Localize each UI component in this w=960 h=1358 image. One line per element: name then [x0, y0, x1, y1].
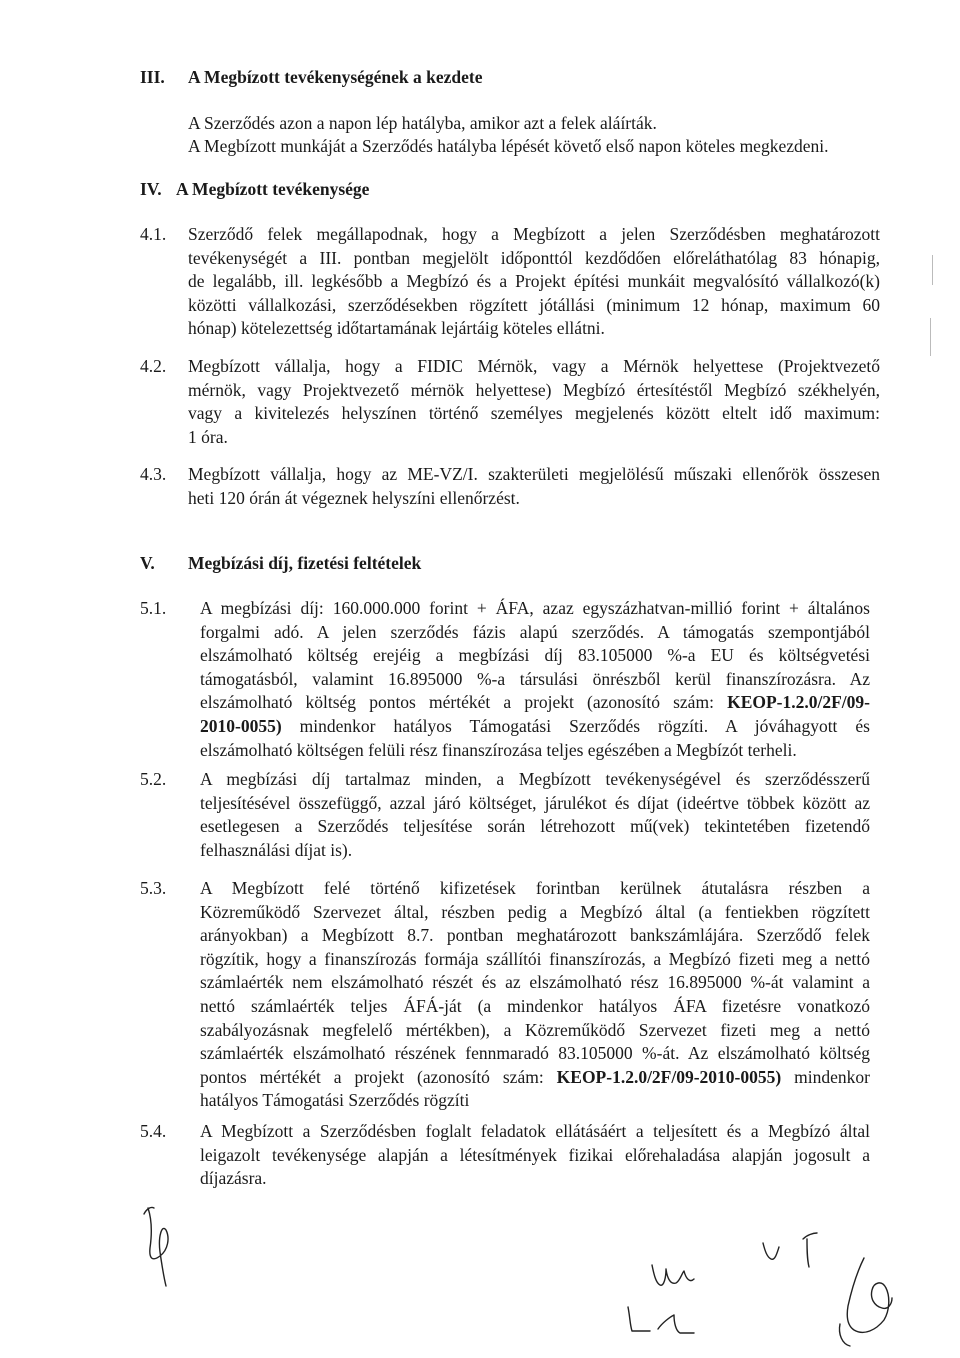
item-5-3-line: [200, 1066, 870, 1090]
item-5-3-line: hatályos Támogatási Szerződés rögzíti: [200, 1090, 470, 1111]
section-3-line-2: A Megbízott munkáját a Szerződés hatályba lépését követő első napon köteles megkezdeni.: [188, 136, 829, 156]
item-5-3-line: arányokban) a Megbízott 8.7. pontban meghatározott bankszámlájára. Szerződő felek: [200, 925, 870, 946]
section-3-number: III.: [140, 67, 165, 87]
item-5-1-line: [200, 691, 870, 715]
item-5-1-line: [200, 715, 870, 739]
item-5-3-line: Közreműködő Szervezet által, részben pedig a Megbízó által (a fentiekben rögzített: [200, 901, 870, 922]
item-4-2-line: mérnök, vagy Projektvezető mérnök helyettese) Megbízó értesítéstől Megbízó székhelyén,: [188, 379, 880, 400]
item-5-2-line: A megbízási díj tartalmaz minden, a Megbízott tevékenységével és szerződésszerű: [200, 769, 870, 789]
item-5-1-line: támogatásból, valamint 16.895000 %-a társulási önrészből kerül finanszírozásra. Az: [200, 668, 870, 689]
project-id: KEOP-1.2.0/2F/09-2010-0055): [556, 1066, 782, 1087]
item-5-3-line: A Megbízott felé történő kifizetések forintban kerülnek átutalásra részben a: [200, 878, 870, 898]
initials-signature-left: [130, 1200, 200, 1290]
item-4-1-line: Szerződő felek megállapodnak, hogy a Megbízott a jelen Szerződésben meghatározott: [188, 224, 880, 244]
item-4-2-line: 1 óra.: [188, 426, 228, 447]
item-5-3-line: számlaérték elszámolható részének fennmaradó 83.105000 %-át. Az elszámolható költség: [200, 1043, 870, 1064]
item-5-3-line-text: mindenkor: [781, 1066, 870, 1087]
item-5-2-number: 5.2.: [140, 769, 167, 789]
item-4-1-line: tevékenységét a III. pontban megjelölt időponttól kezdődően előreláthatólag 83 hónapig,: [188, 247, 880, 268]
item-4-2-text: [188, 355, 880, 449]
item-5-3-line: rögzítik, hogy a finanszírozás formája szállítói finanszírozás, a Megbízó fizeti meg a nettó: [200, 948, 870, 969]
item-5-3-number: 5.3.: [140, 878, 167, 898]
initials-signature-right: [755, 1225, 835, 1285]
item-5-2-line: esetlegesen a Szerződés teljesítése során létrehozott mű(vek) tekintetében fizetendő: [200, 816, 870, 837]
project-id-part-1: KEOP-1.2.0/2F/09-: [727, 692, 870, 713]
section-5-number: V.: [140, 553, 155, 573]
item-5-1-line: elszámolható költség erejéig a megbízási díj 83.105000 %-a EU és költségvetési: [200, 645, 870, 666]
item-5-1-line-text: elszámolható költség pontos mértékét a projekt (azonosító szám:: [200, 692, 728, 713]
item-4-1-line: közötti vállalkozási, szerződésekben rögzített jótállási (minimum 12 hónap, maximum 60: [188, 294, 880, 315]
section-3-title: A Megbízott tevékenységének a kezdete: [188, 67, 483, 87]
item-4-3-line: Megbízott vállalja, hogy az ME-VZ/I. szakterületi megjelölésű műszaki ellenőrök összesen: [188, 464, 880, 484]
item-5-4-line: díjazásra.: [200, 1168, 267, 1189]
item-5-2-text: [200, 768, 870, 862]
item-4-3-text: [188, 463, 880, 510]
item-5-3-text: [200, 877, 870, 1113]
item-5-3-line: szabályozásnak megfelelő mértékben), a Közreműködő Szervezet fizeti meg a nettó: [200, 1019, 870, 1040]
scan-mark: [932, 255, 933, 285]
item-5-2-line: felhasználási díjat is).: [200, 839, 353, 860]
item-5-1-line: forgalmi adó. A jelen szerződés fázis alapú szerződés. A támogatás szempontjából: [200, 621, 870, 642]
section-5-title: Megbízási díj, fizetési feltételek: [188, 553, 422, 573]
item-4-1-line: hónap) kötelezettség időtartamának lejártáig köteles ellátni.: [188, 318, 605, 339]
item-5-4-line: A Megbízott a Szerződésben foglalt feladatok ellátásáért a teljesített és a Megbízó által: [200, 1121, 870, 1141]
section-4-title: A Megbízott tevékenysége: [176, 179, 370, 199]
item-5-1-text: [200, 597, 870, 762]
item-4-1-number: 4.1.: [140, 224, 167, 244]
section-4-number: IV.: [140, 179, 162, 199]
signature-middle: [610, 1245, 720, 1345]
signature-far-right: [830, 1250, 910, 1350]
item-4-1-text: [188, 223, 880, 341]
item-5-1-line: elszámolható költségen felüli rész finanszírozása teljes egészében a Megbízót terheli.: [200, 739, 797, 760]
project-id-part-2: 2010-0055): [200, 715, 282, 736]
item-4-2-number: 4.2.: [140, 356, 167, 376]
item-5-2-line: teljesítésével összefüggő, azzal járó költséget, járulékot és díjat (ideértve többek között az: [200, 792, 870, 813]
item-4-1-line: de legalább, ill. legkésőbb a Megbízó és a Projekt építési munkáit megvalósító vállalkozó(k): [188, 271, 880, 292]
item-5-3-line-text: pontos mértékét a projekt (azonosító szám:: [200, 1066, 557, 1087]
item-4-3-number: 4.3.: [140, 464, 167, 484]
item-5-4-line: leigazolt tevékenysége alapján a létesítmények fizikai előrehaladása alapján jogosult a: [200, 1144, 870, 1165]
item-5-4-text: [200, 1120, 870, 1191]
item-5-1-line-text: mindenkor hatályos Támogatási Szerződés rögzíti. A jóváhagyott és: [281, 715, 870, 736]
item-5-1-line: A megbízási díj: 160.000.000 forint + ÁFA, azaz egyszázhatvan-millió forint + általános: [200, 598, 870, 618]
item-5-1-number: 5.1.: [140, 598, 167, 618]
item-4-3-line: heti 120 órán át végeznek helyszíni ellenőrzést.: [188, 487, 520, 508]
item-5-3-line: számlaérték nem elszámolható részét és az elszámolható rész 16.895000 %-át valamint a: [200, 972, 870, 993]
item-4-2-line: vagy a kivitelezés helyszínen történő személyes megjelenés között eltelt idő maximum:: [188, 403, 880, 424]
item-5-3-line: nettó számlaérték teljes ÁFÁ-ját (a mindenkor hatályos ÁFA fizetésre vonatkozó: [200, 995, 870, 1016]
item-5-4-number: 5.4.: [140, 1121, 167, 1141]
section-3-line-1: A Szerződés azon a napon lép hatályba, amikor azt a felek aláírták.: [188, 113, 657, 133]
item-4-2-line: Megbízott vállalja, hogy a FIDIC Mérnök, vagy a Mérnök helyettese (Projektvezető: [188, 356, 880, 376]
scan-mark: [930, 318, 931, 356]
